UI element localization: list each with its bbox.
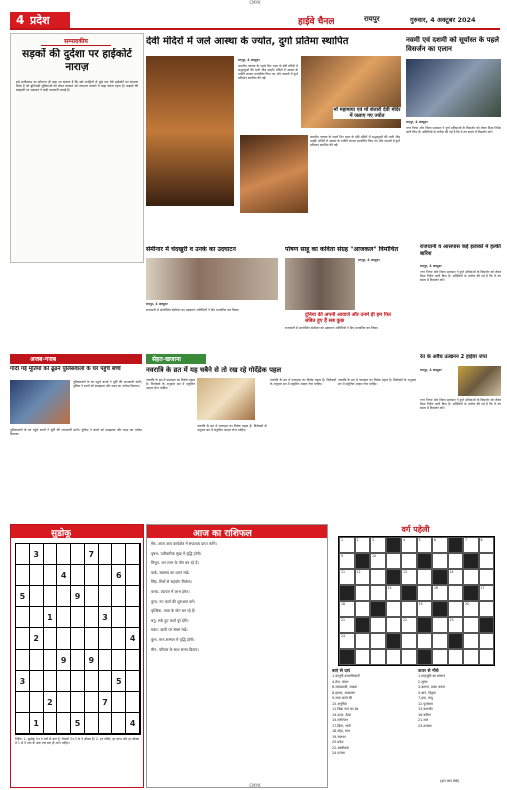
horoscope-item: मिथुन- धन लाभ के योग बन रहे हैं। [151,560,199,566]
seminar-body: राजधानी में आयोजित सेमीनार का उदघाटन अतिथियों ने दीप प्रज्वलित कर किया। [146,308,240,312]
health-body-2: नवरात्रि के व्रत में फलाहार का विशेष महत्व है। विशेषज्ञों के अनुसार व्रत में संतुलित आहार लेना चाहिए। [197,424,267,433]
crossword-clue-number: 17 [480,586,485,590]
sudoku-cell[interactable] [16,544,30,565]
crossword-across-clue: 17.बिना, भारी [332,723,351,728]
sudoku-cell[interactable] [16,650,30,671]
masthead-bar [10,12,500,30]
crossword-across-clue: 4.तेज़, चंचल [332,679,349,684]
photo-story-photo [10,380,70,424]
crossword-cell[interactable] [417,585,433,601]
sudoku-cell[interactable] [16,607,30,628]
sudoku-cell[interactable] [71,607,85,628]
crossword-cell[interactable] [401,537,417,553]
crossword-cell[interactable] [401,617,417,633]
crossword-cell[interactable] [448,569,464,585]
seminar-headline: सेमीनार में चंदखुरी व उनके का उदघाटन [146,246,236,253]
sudoku-cell[interactable] [44,544,58,565]
crossword-cell[interactable] [479,553,495,569]
crossword-cell[interactable] [417,601,433,617]
editorial-body: इसे छत्तीसगढ़ का सौभाग्य ही कहा जा सकता है कि उसे जनहितों से जुड़े एक ऐसे हाईकोर्ट का संरक्षण मिला है जो बुनियादी सुविधाओं को लेकर सरकार को लगातार कटघरे में खड़ा करता रहता है। सड़कों की बदहाली पर अदालत ने कड़ी नाराज़गी जताई है। [16,80,138,93]
crossword-cell[interactable] [432,553,448,569]
crossword-cell[interactable] [386,569,402,585]
sudoku-cell[interactable] [85,628,99,649]
crossword-clue-number: 7 [465,538,468,542]
editorial-label: सम्पादकीय [41,37,111,46]
sudoku-cell[interactable] [99,713,113,734]
horoscope-item: कर्क- स्वास्थ्य का ध्यान रखें। [151,569,190,575]
crossword-cell[interactable] [355,585,371,601]
crossword-cell[interactable] [370,585,386,601]
right-story-dateline: रायपुर, 4 अक्टूबर [406,120,428,124]
top-story-dateline: रायपुर, 4 अक्टूबर [238,58,260,62]
crossword-cell[interactable] [355,649,371,665]
crossword-across-clue: 19.जलचर [332,734,346,739]
sudoku-cell[interactable] [85,713,99,734]
sudoku-cell[interactable]: 4 [126,628,140,649]
crossword-cell[interactable] [448,585,464,601]
crossword-clue-number: 19 [418,602,423,606]
horoscope-item: कन्या- व्यापार में लाभ होगा। [151,588,190,594]
city-name: रायपुर [364,15,380,23]
crossword-cell[interactable] [370,617,386,633]
crossword-clue-number: 22 [403,618,408,622]
horoscope-item: वृश्चिक- यात्रा के योग बन रहे हैं। [151,608,196,614]
poetry-photo [285,258,355,310]
sudoku-cell[interactable] [30,586,44,607]
crossword-cell[interactable] [463,617,479,633]
poetry-pullquote: दुनिया की अपनी आवाजें और उनमें ही हम फिर सबित हुए हैं सब कुछ [305,312,392,324]
horoscope-item: मकर- वाणी पर संयम रखें। [151,627,188,633]
crossword-across-clue: 8.हमला, आक्रमण [332,690,355,695]
crossword-cell[interactable] [355,617,371,633]
crossword-cell[interactable] [479,601,495,617]
crossword-grid [338,536,495,666]
crossword-across-clue: 22.अस्वीकार [332,745,349,750]
top-story-headline: देवी मंदिरों में जले आस्था के ज्योत, दुर्गा प्रतिमा स्थापित [146,36,349,47]
crossword-cell[interactable] [386,649,402,665]
crossword-cell[interactable] [432,617,448,633]
sudoku-cell[interactable] [57,692,71,713]
sudoku-cell[interactable] [126,692,140,713]
sudoku-cell[interactable]: 1 [44,607,58,628]
crossword-cell[interactable] [339,633,355,649]
page-number: 4 [16,13,25,27]
crossword-cell[interactable] [448,553,464,569]
sudoku-cell[interactable] [85,671,99,692]
crossword-cell[interactable] [401,649,417,665]
sudoku-cell[interactable] [71,628,85,649]
crossword-clue-number: 8 [480,538,483,542]
sudoku-cell[interactable] [57,671,71,692]
crossword-clue-number: 10 [372,554,377,558]
crossword-clue-number: 16 [434,586,439,590]
sudoku-cell[interactable] [57,607,71,628]
sudoku-cell[interactable] [99,628,113,649]
sudoku-cell[interactable] [85,565,99,586]
crossword-down-clue: 16.कठिन [418,712,431,717]
sudoku-cell[interactable] [71,544,85,565]
crossword-cell[interactable] [386,633,402,649]
sudoku-cell[interactable] [126,671,140,692]
crossword-cell[interactable] [339,649,355,665]
crossword-cell[interactable] [339,585,355,601]
sudoku-cell[interactable] [71,671,85,692]
crossword-cell[interactable] [432,569,448,585]
crossword-cell[interactable] [432,633,448,649]
crossword-cell[interactable] [463,633,479,649]
crossword-cell[interactable] [417,553,433,569]
crossword-clue-number: 12 [356,570,361,574]
crossword-across-clue: 24.परंपरा [332,751,345,755]
photo-story-label: अजब-गजब [30,356,57,363]
health-body-3: नवरात्रि के व्रत में फलाहार का विशेष महत्व है। विशेषज्ञों के अनुसार व्रत में संतुलित आहार लेना चाहिए। [270,378,336,387]
crossword-cell[interactable] [432,585,448,601]
sudoku-cell[interactable]: 9 [71,586,85,607]
top-story-body: शारदीय नवरात्र के पहले दिन शहर के देवी मंदिरों में श्रद्धालुओं की भारी भीड़ उमड़ी। मंदिरों में आस्था के ज्योति कलश प्रज्वलित किए गए और पंडालों में दुर्गा प्रतिमाएं स्थापित की गईं। [238,64,298,81]
sudoku-cell[interactable] [112,692,126,713]
crossword-down-clue: 3.बताना, प्रकट करना [418,685,445,689]
sudoku-cell[interactable]: 4 [126,713,140,734]
top-story-photo-left [146,56,234,206]
crossword-cell[interactable] [432,649,448,665]
crossword-down-clue: 21.जल [418,718,429,722]
photo-story-body: पुलिसवालों के घर पहुंचे बच्चों ने मूर्ति की जानकारी मांगी। पुलिस ने बच्चों को समझाया और मदद का भरोसा दिलाया। [73,380,142,389]
crossword-cell[interactable] [417,537,433,553]
crossword-cell[interactable] [479,649,495,665]
crossword-cell[interactable] [370,553,386,569]
crossword-cell[interactable] [370,601,386,617]
crossword-clue-number: 13 [403,570,408,574]
sudoku-cell[interactable] [44,713,58,734]
crossword-cell[interactable] [401,585,417,601]
crossword-clue-number: 20 [465,602,470,606]
section-title: प्रदेश [30,14,50,27]
poetry-dateline: रायपुर, 4 अक्टूबर [358,258,380,262]
sudoku-cell[interactable] [112,650,126,671]
crossword-clue-number: 4 [403,538,406,542]
crossword-clue-number: 15 [387,586,392,590]
crossword-across-title: बाएं से दाएं [332,669,351,674]
crossword-cell[interactable] [463,537,479,553]
sudoku-cell[interactable] [99,544,113,565]
health-body: नवरात्रि के व्रत में फलाहार का विशेष महत्व है। विशेषज्ञों के अनुसार व्रत में संतुलित आहार लेना चाहिए। [146,378,195,391]
crossword-cell[interactable] [339,569,355,585]
rail-headline: रेत के अवैध उत्खनन 2 हाईवा जप्त [420,354,488,360]
sudoku-cell[interactable] [85,586,99,607]
sudoku-cell[interactable]: 1 [30,713,44,734]
crossword-down-clue: 23.तलवार [418,723,432,728]
crossword-clue-number: 24 [341,634,346,638]
rail-dateline: रायपुर, 4 अक्टूबर [420,368,442,372]
sudoku-cell[interactable] [126,565,140,586]
crossword-clue-number: 11 [341,570,346,574]
crossword-cell[interactable] [401,553,417,569]
page-number-box [10,12,70,28]
sudoku-cell[interactable] [30,671,44,692]
crossword-down-list [418,674,500,782]
sudoku-cell[interactable]: 9 [57,650,71,671]
crossword-cell[interactable] [479,617,495,633]
sudoku-cell[interactable] [30,565,44,586]
sudoku-cell[interactable]: 5 [71,713,85,734]
sudoku-cell[interactable] [16,713,30,734]
sudoku-cell[interactable] [16,565,30,586]
sudoku-cell[interactable] [126,544,140,565]
sudoku-cell[interactable] [44,586,58,607]
crossword-clue-number: 9 [341,554,344,558]
health-photo [197,378,255,420]
issue-date: गुरुवार, 4 अक्टूबर 2024 [410,16,476,24]
seminar-photo [146,258,278,300]
sudoku-cell[interactable]: 2 [30,628,44,649]
crossword-down-clue: 5.ज्ञान, विद्वता [418,690,436,695]
sudoku-cell[interactable] [112,607,126,628]
crossword-cell[interactable] [355,553,371,569]
crossword-cell[interactable] [479,537,495,553]
health-label-box [146,354,206,364]
sudoku-cell[interactable] [44,565,58,586]
sudoku-cell[interactable] [44,650,58,671]
crossword-cell[interactable] [339,553,355,569]
top-story-continued: शारदीय नवरात्र के पहले दिन शहर के देवी मंदिरों में श्रद्धालुओं की भारी भीड़ उमड़ी। मंदिरों में आस्था के ज्योति कलश प्रज्वलित किए गए और पंडालों में दुर्गा प्रतिमाएं स्थापित की गईं। [310,135,400,148]
sudoku-title: सुडोकू [51,529,72,538]
poetry-headline: पोषण साहू का कविता संग्रह "आजकल" विमोचित [285,246,399,253]
crossword-across-clue: 11.विद्या पाप का दंड [332,707,359,711]
sudoku-cell[interactable] [112,628,126,649]
crossword-across-clue: 14.ऊपर, ऊँचा [332,712,352,717]
right-brief-dateline: रायपुर, 4 अक्टूबर [420,264,442,268]
horoscope-item: सिंह- मित्रों से सहयोग मिलेगा। [151,579,192,585]
crossword-cell[interactable] [448,633,464,649]
crossword-clue-number: 5 [418,538,421,542]
sudoku-cell[interactable] [30,607,44,628]
right-story-body: नगर निगम और जिला प्रशासन ने दुर्गा प्रतिमाओं के विसर्जन को लेकर दिशा निर्देश जारी किए हैं। समितियों से अपील की गई है कि वे तय समय में विसर्जन करें। [406,126,501,135]
sudoku-cell[interactable] [57,586,71,607]
sudoku-cell[interactable] [112,713,126,734]
sudoku-cell[interactable]: 4 [57,565,71,586]
sudoku-cell[interactable]: 3 [16,671,30,692]
sudoku-cell[interactable]: 3 [99,607,113,628]
sudoku-panel [10,524,144,788]
editorial-column [10,33,144,263]
crossword-down-clue: 1.मातृभूमि का सम्मान [418,674,446,678]
crossword-cell[interactable] [386,601,402,617]
crossword-answer-note: (हल कल देखें) [440,779,459,783]
sudoku-cell[interactable] [30,650,44,671]
sudoku-cell[interactable] [57,628,71,649]
crossword-cell[interactable] [386,553,402,569]
sudoku-cell[interactable]: 3 [30,544,44,565]
crossword-down-clue: 2.सुगंध [418,679,428,684]
crossword-cell[interactable] [386,585,402,601]
sudoku-cell[interactable] [30,692,44,713]
crossword-cell[interactable] [355,569,371,585]
crossword-panel [330,524,501,786]
sudoku-cell[interactable]: 5 [112,671,126,692]
sudoku-cell[interactable] [126,607,140,628]
crossword-clue-number: 1 [341,538,344,542]
right-story-photo [406,59,501,117]
horoscope-item: वृषभ- पारिवारिक सुख में वृद्धि होगी। [151,550,202,556]
crossword-cell[interactable] [401,569,417,585]
horoscope-item: मीन- परिवार के साथ समय बिताएं। [151,646,199,652]
crossword-cell[interactable] [386,537,402,553]
crossword-across-clue: 10.अनुचित [332,701,347,706]
crossword-cell[interactable] [448,537,464,553]
crossword-cell[interactable] [370,633,386,649]
horoscope-title-bar [147,525,327,538]
sudoku-cell[interactable] [112,544,126,565]
crossword-cell[interactable] [463,569,479,585]
crossword-cell[interactable] [417,633,433,649]
crossword-across-clue: 20.प्रदेश [332,740,344,744]
sudoku-cell[interactable] [57,713,71,734]
sudoku-cell[interactable] [99,586,113,607]
sudoku-cell[interactable] [112,586,126,607]
crossword-cell[interactable] [463,649,479,665]
crossword-cell[interactable] [339,537,355,553]
top-story-photo-bottom [240,135,308,213]
crossword-clue-number: 21 [341,618,346,622]
sudoku-cell[interactable]: 7 [85,544,99,565]
sudoku-cell[interactable] [16,692,30,713]
crossword-clue-number: 18 [341,602,346,606]
sudoku-cell[interactable] [44,671,58,692]
horoscope-list [151,541,323,783]
poetry-body: राजधानी में आयोजित सेमीनार का उदघाटन अतिथियों ने दीप प्रज्वलित कर किया। [285,326,379,330]
seminar-dateline: रायपुर, 4 अक्टूबर [146,302,168,306]
crossword-cell[interactable] [448,649,464,665]
sudoku-cell[interactable]: 7 [99,692,113,713]
crossword-cell[interactable] [479,585,495,601]
crossword-cell[interactable] [401,633,417,649]
crossword-cell[interactable] [463,585,479,601]
sudoku-cell[interactable]: 9 [85,650,99,671]
rail-body: नगर निगम और जिला प्रशासन ने दुर्गा प्रतिमाओं के विसर्जन को लेकर दिशा निर्देश जारी किए हैं। समितियों से अपील की गई है कि वे तय समय में विसर्जन करें। [420,398,501,411]
sudoku-cell[interactable] [16,628,30,649]
sudoku-cell[interactable] [71,692,85,713]
horoscope-item: धनु- रुके हुए कार्य पूरे होंगे। [151,617,189,623]
crossword-cell[interactable] [339,601,355,617]
cmyk-mark-bottom: CMYK [249,783,261,788]
crossword-clue-number: 3 [372,538,375,542]
crossword-clue-number: 2 [356,538,359,542]
crossword-clue-number: 14 [449,570,454,574]
crossword-down-clue: 12.पुरस्कार [418,701,433,706]
crossword-clue-number: 23 [449,618,454,622]
crossword-cell[interactable] [386,617,402,633]
sudoku-cell[interactable] [71,565,85,586]
crossword-cell[interactable] [370,649,386,665]
paper-name: हाईवे चैनल [298,17,335,27]
sudoku-cell[interactable] [99,650,113,671]
crossword-cell[interactable] [370,537,386,553]
crossword-across-clue: 9.जमा करने की [332,696,353,700]
sudoku-instructions: निर्देश: 1. सुडोकू 9×9 वर्गों से बना है, जिसमें 3×3 के 9 बॉक्स हैं। 2. हर पंक्ति, हर स्तंभ और हर बॉक्स में 1 से 9 तक के अंक एक बार ही आने चाहिए। [15,737,139,746]
health-headline: नवरात्रि के व्रत में यह चबैने से तो रख रहे गोदेंद्रेक पहल [146,366,282,374]
sudoku-cell[interactable] [126,650,140,671]
health-label: सेहत-खजाना [152,356,181,363]
crossword-down-clue: 13.कमजोर [418,707,433,711]
sudoku-cell[interactable] [71,650,85,671]
crossword-cell[interactable] [355,537,371,553]
sudoku-cell[interactable] [57,544,71,565]
right-story-headline: नवमी एवं दशमी को सूर्यास्त के पहले विसर्जन का एलान [406,36,499,53]
sudoku-title-bar [11,525,143,538]
crossword-across-clue: 6.जल्दबाजी, व्यग्रता [332,685,358,689]
cmyk-mark-top: CMYK [249,0,261,5]
photo-story-headline: गोदी गई मूर्तियों को ढूंढने पुलिसवालों के घर पहुंचे बच्चे [10,366,121,372]
sudoku-cell[interactable] [85,607,99,628]
crossword-clue-number: 6 [434,538,437,542]
crossword-cell[interactable] [355,633,371,649]
crossword-cell[interactable] [432,537,448,553]
crossword-cell[interactable] [417,617,433,633]
crossword-across-clue: 1.कानूनी उत्तराधिकारी [332,674,360,678]
right-brief-body: नगर निगम और जिला प्रशासन ने दुर्गा प्रतिमाओं के विसर्जन को लेकर दिशा निर्देश जारी किए हैं। समितियों से अपील की गई है कि वे तय समय में विसर्जन करें। [420,270,501,283]
horoscope-panel [146,524,328,788]
crossword-down-title: ऊपर से नीचे [418,669,439,674]
crossword-cell[interactable] [401,601,417,617]
crossword-cell[interactable] [479,569,495,585]
sudoku-cell[interactable]: 5 [16,586,30,607]
sudoku-cell[interactable]: 6 [112,565,126,586]
sudoku-cell[interactable]: 2 [44,692,58,713]
crossword-cell[interactable] [370,569,386,585]
crossword-cell[interactable] [355,601,371,617]
crossword-cell[interactable] [463,553,479,569]
right-brief-headline: राजधानी व आसपास कई इलाकों में हल्की बारिश [420,244,501,257]
crossword-cell[interactable] [432,601,448,617]
crossword-across-clue: 15.मनोरंजन [332,718,348,722]
sudoku-cell[interactable] [126,586,140,607]
sudoku-cell[interactable] [99,671,113,692]
sudoku-grid [15,543,141,735]
horoscope-item: कुंभ- मान-सम्मान में वृद्धि होगी। [151,636,195,642]
top-story-subheadline: माँ महामाया एवं माँ बंजारी देवी मंदिर में जलाए गए ज्योत [333,107,401,119]
crossword-down-clue: 7.हवा, वायु [418,696,433,700]
rail-photo [458,366,501,396]
crossword-title: वर्ग पहेली [401,525,430,534]
sudoku-cell[interactable] [99,565,113,586]
crossword-across-list [332,674,414,782]
crossword-cell[interactable] [448,601,464,617]
health-body-4: नवरात्रि के व्रत में फलाहार का विशेष महत्व है। विशेषज्ञों के अनुसार व्रत में संतुलित आहार लेना चाहिए। [338,378,416,387]
crossword-cell[interactable] [339,617,355,633]
crossword-cell[interactable] [448,617,464,633]
crossword-across-clue: 18.दोहा, भाव [332,729,351,733]
horoscope-item: तुला- नए कार्य की शुरुआत करें। [151,598,196,604]
horoscope-item: मेष- आज आप कार्यक्षेत्र में सफलता प्राप्त करेंगे। [151,541,217,546]
crossword-cell[interactable] [417,569,433,585]
sudoku-cell[interactable] [44,628,58,649]
sudoku-cell[interactable] [85,692,99,713]
crossword-cell[interactable] [479,633,495,649]
editorial-headline: सड़कों की दुर्दशा पर हाईकोर्ट नाराज़ [22,48,132,73]
photo-story-body-2: पुलिसवालों के घर पहुंचे बच्चों ने मूर्ति की जानकारी मांगी। पुलिस ने बच्चों को समझाया और मदद का भरोसा दिलाया। [10,428,142,437]
horoscope-title: आज का राशिफल [193,529,252,538]
photo-story-label-box [10,354,142,364]
crossword-cell[interactable] [417,649,433,665]
crossword-cell[interactable] [463,601,479,617]
